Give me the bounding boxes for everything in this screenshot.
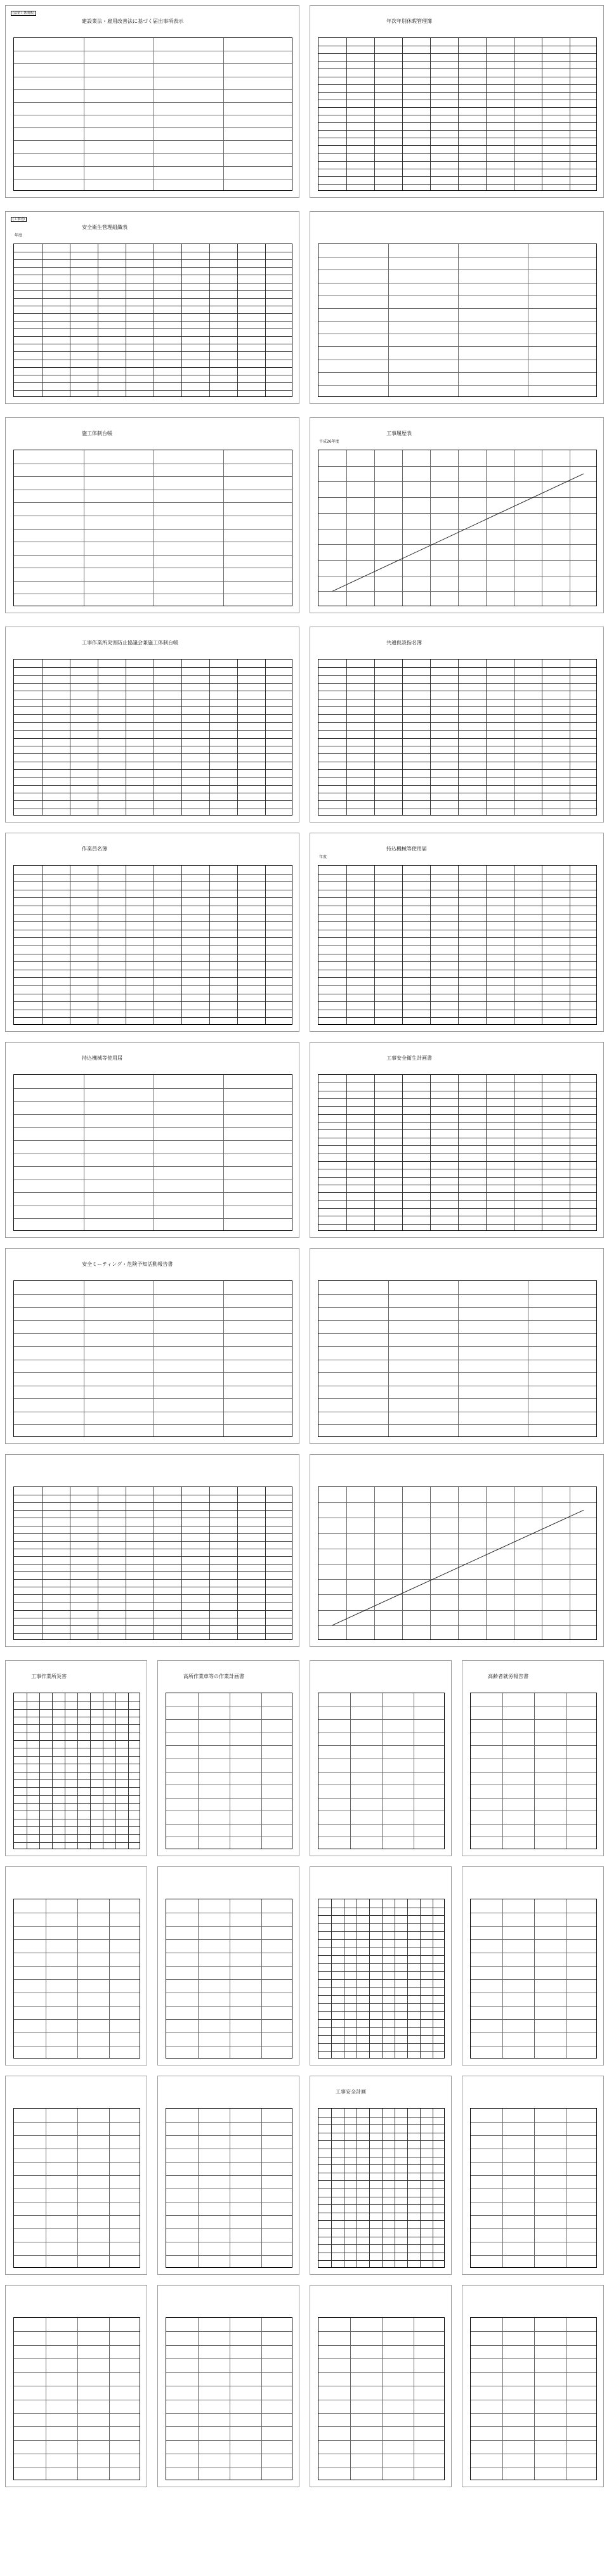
form-area [13,2108,140,2268]
form-area [13,1074,292,1231]
form-area [166,2317,292,2480]
document-page [157,1660,299,1856]
form-area [470,1899,597,2059]
form-area [166,2108,292,2268]
document-page [5,211,299,404]
document-page [310,1454,604,1647]
document-page [157,1866,299,2065]
document-page [310,5,604,198]
document-page [310,1042,604,1238]
chart-line [318,450,598,607]
document-page [5,1454,299,1647]
form-area [13,450,292,606]
document-page [5,627,299,823]
document-page [462,2285,604,2487]
page-title: 建設業法・雇用改善法に基づく届出事項表示 [82,18,183,24]
form-area [166,1899,292,2059]
document-page [5,5,299,198]
page-title: 高所作業車等の作業計画書 [183,1674,244,1679]
document-page [310,417,604,613]
document-page [310,833,604,1032]
page-title: 工事作業所災害防止協議会兼施工体制台帳 [82,640,178,646]
form-area [470,1693,597,1849]
document-page [310,211,604,404]
page-title: 安全衛生管理組織表 [82,224,128,230]
document-page [310,1660,452,1856]
chart-area [318,1486,597,1640]
page-title: 持込機械等使用届 [386,846,427,852]
document-page [310,2285,452,2487]
document-page [5,2285,147,2487]
form-area [166,1693,292,1849]
page-title: 年次年別休暇管理簿 [386,18,432,24]
document-page [5,833,299,1032]
table-area [13,1486,292,1640]
form-area [470,2317,597,2480]
table-area [318,1074,597,1231]
page-title: 工事安全衛生計画書 [386,1055,432,1061]
page-tag: (工事別) [11,217,27,222]
table-area [318,865,597,1025]
page-title: 工事安全計画 [336,2089,366,2095]
form-area [318,1693,445,1849]
table-area [13,1693,140,1849]
chart-area [318,450,597,606]
table-area [13,865,292,1025]
form-area [470,2108,597,2268]
page-subtitle: 平成26年度 [319,439,339,444]
page-subtitle: 年度 [319,855,327,859]
document-page [157,2076,299,2275]
form-area [318,1280,597,1437]
document-page [5,417,299,613]
table-area [318,37,597,191]
document-page [5,2076,147,2275]
table-area [318,2108,445,2268]
form-area [13,37,292,191]
document-page [5,1866,147,2065]
page-title: 共通仮設指名簿 [386,640,422,646]
document-page [310,1866,452,2065]
page-title: 高齢者就労報告書 [488,1674,528,1679]
form-area [13,1280,292,1437]
document-page [462,2076,604,2275]
page-tag: (法第１条関係) [11,11,36,16]
form-area [318,2317,445,2480]
form-area [13,2317,140,2480]
document-page [462,1660,604,1856]
document-page [5,1248,299,1444]
form-area [318,244,597,397]
chart-line [318,1487,598,1641]
page-title: 作業員名簿 [82,846,107,852]
page-title: 安全ミーティング・危険予知活動報告書 [82,1261,173,1267]
document-page [157,2285,299,2487]
form-area [13,1899,140,2059]
table-area [318,659,597,816]
document-page [310,2076,452,2275]
table-area [13,659,292,816]
page-subtitle: 年度 [15,233,23,238]
document-page [310,627,604,823]
table-area [318,1899,445,2059]
page-title: 工事履歴表 [386,431,412,436]
page-title: 持込機械等使用届 [82,1055,122,1061]
document-page [5,1660,147,1856]
page-title: 施工体制台帳 [82,431,112,436]
document-page [5,1042,299,1238]
document-page [310,1248,604,1444]
document-page [462,1866,604,2065]
page-title: 工事作業所災害 [31,1674,67,1679]
table-area [13,244,292,397]
